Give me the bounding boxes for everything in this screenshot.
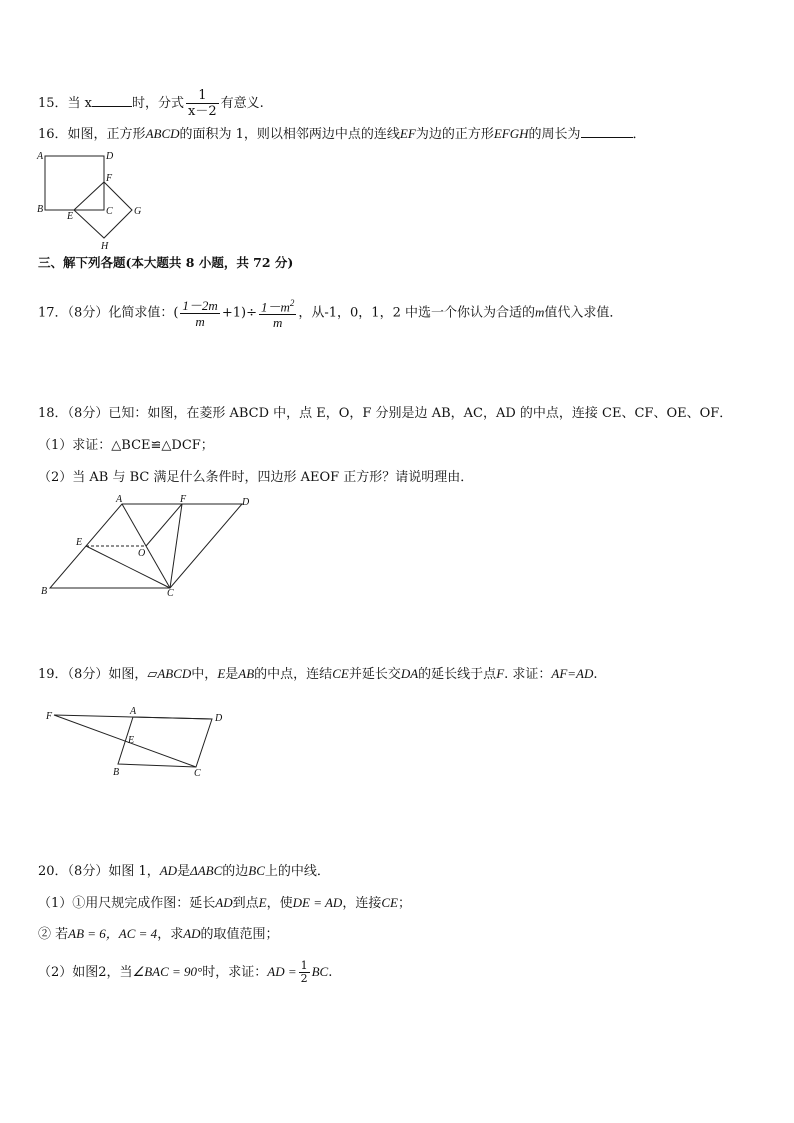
fraction-half — [299, 960, 310, 985]
fraction-numerator-text: 1－m — [260, 299, 290, 315]
q19-parallelogram-figure — [40, 703, 240, 781]
q16-abcd: ABCD — [145, 126, 180, 141]
score: （8分） — [67, 305, 109, 321]
q15-text-2: 时，分式 — [132, 96, 185, 111]
fraction-numerator: 1－2m — [182, 297, 218, 313]
label-A: A — [116, 494, 123, 505]
question-20 — [38, 862, 330, 881]
q17-divide: ÷ — [246, 305, 257, 321]
q19-text-8: . — [593, 667, 598, 682]
question-20-part-2 — [38, 960, 332, 985]
fraction-denominator: m — [195, 313, 205, 329]
score: （8分） — [67, 667, 109, 682]
label-A: A — [130, 706, 137, 717]
q20-p2-text-c: ，求 — [157, 927, 184, 942]
q19-ce: CE — [332, 666, 349, 681]
square-abcd — [45, 156, 104, 210]
q19-f: F — [496, 666, 505, 681]
q19-text-1: 如图， — [108, 667, 148, 682]
q20-p1-de-ad: DE = AD — [292, 895, 343, 910]
q16-text-3: 为边的正方形 — [415, 127, 494, 142]
line-fc — [54, 715, 196, 767]
q19-da: DA — [400, 666, 419, 681]
question-number: 17． — [38, 305, 68, 321]
label-D: D — [106, 151, 114, 162]
q20-p3-text-f: . — [328, 965, 333, 980]
q19-conclusion: AF=AD — [551, 666, 594, 681]
q19-text-3: 是 — [225, 667, 239, 682]
question-16 — [38, 125, 646, 144]
q20-p1-text-c: 到点 — [232, 896, 259, 911]
q18-rhombus-figure — [36, 492, 266, 600]
q20-p3-text-a: （2）如图2，当 — [38, 965, 133, 980]
label-C: C — [167, 588, 174, 599]
exponent: 2 — [289, 298, 295, 308]
q20-p3-ad: AD = — [267, 964, 297, 979]
answer-blank[interactable] — [92, 94, 132, 107]
q19-e: E — [217, 666, 226, 681]
q20-p3-angle: ∠BAC = 90° — [132, 964, 203, 979]
question-17 — [38, 296, 622, 330]
label-B: B — [41, 586, 48, 597]
label-F: F — [106, 173, 113, 184]
q19-text-4: 的中点，连结 — [254, 667, 333, 682]
label-E: E — [76, 537, 83, 548]
label-E: E — [128, 735, 135, 746]
fraction-denominator: x－2 — [188, 104, 217, 119]
q20-bc: BC — [248, 863, 265, 878]
q20-p1-text-i: ； — [397, 896, 411, 911]
label-D: D — [215, 713, 223, 724]
label-C: C — [194, 768, 201, 779]
q20-text-3: 的边 — [222, 864, 249, 879]
question-number: 16． — [38, 127, 68, 142]
label-F: F — [46, 711, 53, 722]
q20-text-2: 是 — [177, 864, 191, 879]
question-20-part-1-2 — [38, 925, 279, 944]
q20-p1-e: E — [258, 895, 267, 910]
q20-p1-text-g: ，连接 — [342, 896, 382, 911]
q20-ad: AD — [159, 863, 178, 878]
question-15 — [38, 88, 264, 119]
question-18-stem: 18．（8分）已知：如图，在菱形 ABCD 中，点 E，O，F 分别是边 AB，AC，AD 的中点，连接 CE、CF、OE、OF． — [38, 406, 733, 421]
question-number: 19． — [38, 667, 68, 682]
q16-text-1: 如图，正方形 — [67, 127, 146, 142]
label-D: D — [242, 497, 250, 508]
label-B: B — [113, 767, 120, 778]
fraction-numerator: 1 — [186, 88, 219, 104]
q20-p3-bc: BC — [311, 964, 329, 979]
fraction-2 — [259, 296, 296, 330]
q17-plus-one: +1) — [221, 305, 247, 321]
fraction-numerator — [259, 296, 296, 315]
question-20-part-1 — [38, 894, 411, 913]
q20-p1-ad: AD — [215, 895, 233, 910]
q17-lparen: ( — [173, 305, 179, 321]
q19-text-2: 中， — [191, 667, 218, 682]
q15-text-1: 当 x — [67, 96, 93, 111]
q15-text-3: 有意义. — [220, 96, 264, 111]
parallelogram-symbol: ▱ — [147, 667, 158, 682]
q16-text-4: 的周长为 — [528, 127, 581, 142]
q16-text-2: 的面积为 1，则以相邻两边中点的连线 — [179, 127, 400, 142]
question-number: 20． — [38, 864, 68, 879]
label-G: G — [134, 206, 142, 217]
q16-efgh: EFGH — [493, 126, 529, 141]
label-A: A — [37, 151, 44, 162]
q19-ab: AB — [238, 666, 255, 681]
question-19 — [38, 665, 598, 684]
q20-p3-text-c: 时，求证： — [202, 965, 268, 980]
q17-text-1: 化简求值： — [108, 305, 174, 321]
question-18-part-2: （2）当 AB 与 BC 满足什么条件时，四边形 AEOF 正方形？请说明理由． — [38, 470, 474, 485]
q16-ef: EF — [399, 126, 416, 141]
q20-p2-given: AB = 6，AC = 4 — [68, 926, 158, 941]
question-18-part-1: （1）求证：△BCE≌△DCF； — [38, 438, 214, 453]
q20-p2-text-e: 的取值范围； — [200, 927, 279, 942]
q20-p1-text-a: （1）①用尺规完成作图：延长 — [38, 896, 216, 911]
q19-text-7: . 求证： — [504, 667, 552, 682]
label-E: E — [67, 211, 74, 222]
fraction-denominator: m — [272, 315, 283, 331]
q20-triangle: ΔABC — [190, 863, 223, 878]
q20-p1-text-e: ，使 — [266, 896, 293, 911]
label-B: B — [37, 204, 44, 215]
answer-blank[interactable] — [581, 125, 633, 138]
q16-square-figure — [34, 148, 154, 252]
q17-text-2: ，从-1，0，1，2 中选一个你认为合适的 — [298, 305, 535, 321]
q19-abcd: ABCD — [157, 666, 192, 681]
label-C: C — [106, 206, 113, 217]
q17-m: m — [534, 304, 545, 320]
q17-text-3: 值代入求值． — [544, 305, 623, 321]
q16-text-5: ． — [632, 127, 646, 142]
q20-text-1: 如图 1， — [108, 864, 160, 879]
section-heading: 三、解下列各题(本大题共 8 小题，共 72 分) — [38, 255, 294, 270]
question-number: 15． — [38, 96, 68, 111]
label-F: F — [180, 494, 187, 505]
q19-text-6: 的延长线于点 — [418, 667, 497, 682]
label-O: O — [138, 548, 146, 559]
fraction-denominator: 2 — [300, 972, 308, 985]
fraction-numerator: 1 — [300, 959, 308, 972]
q19-text-5: 并延长交 — [348, 667, 401, 682]
score: （8分） — [67, 864, 109, 879]
fraction-1 — [180, 298, 219, 329]
q20-p1-ce: CE — [381, 895, 398, 910]
label-H: H — [101, 241, 109, 252]
q20-p2-ad: AD — [183, 926, 201, 941]
q20-p2-text-a: ② 若 — [38, 927, 69, 942]
fraction — [186, 88, 219, 119]
q20-text-4: 上的中线． — [264, 864, 330, 879]
segment-ce — [86, 546, 170, 588]
